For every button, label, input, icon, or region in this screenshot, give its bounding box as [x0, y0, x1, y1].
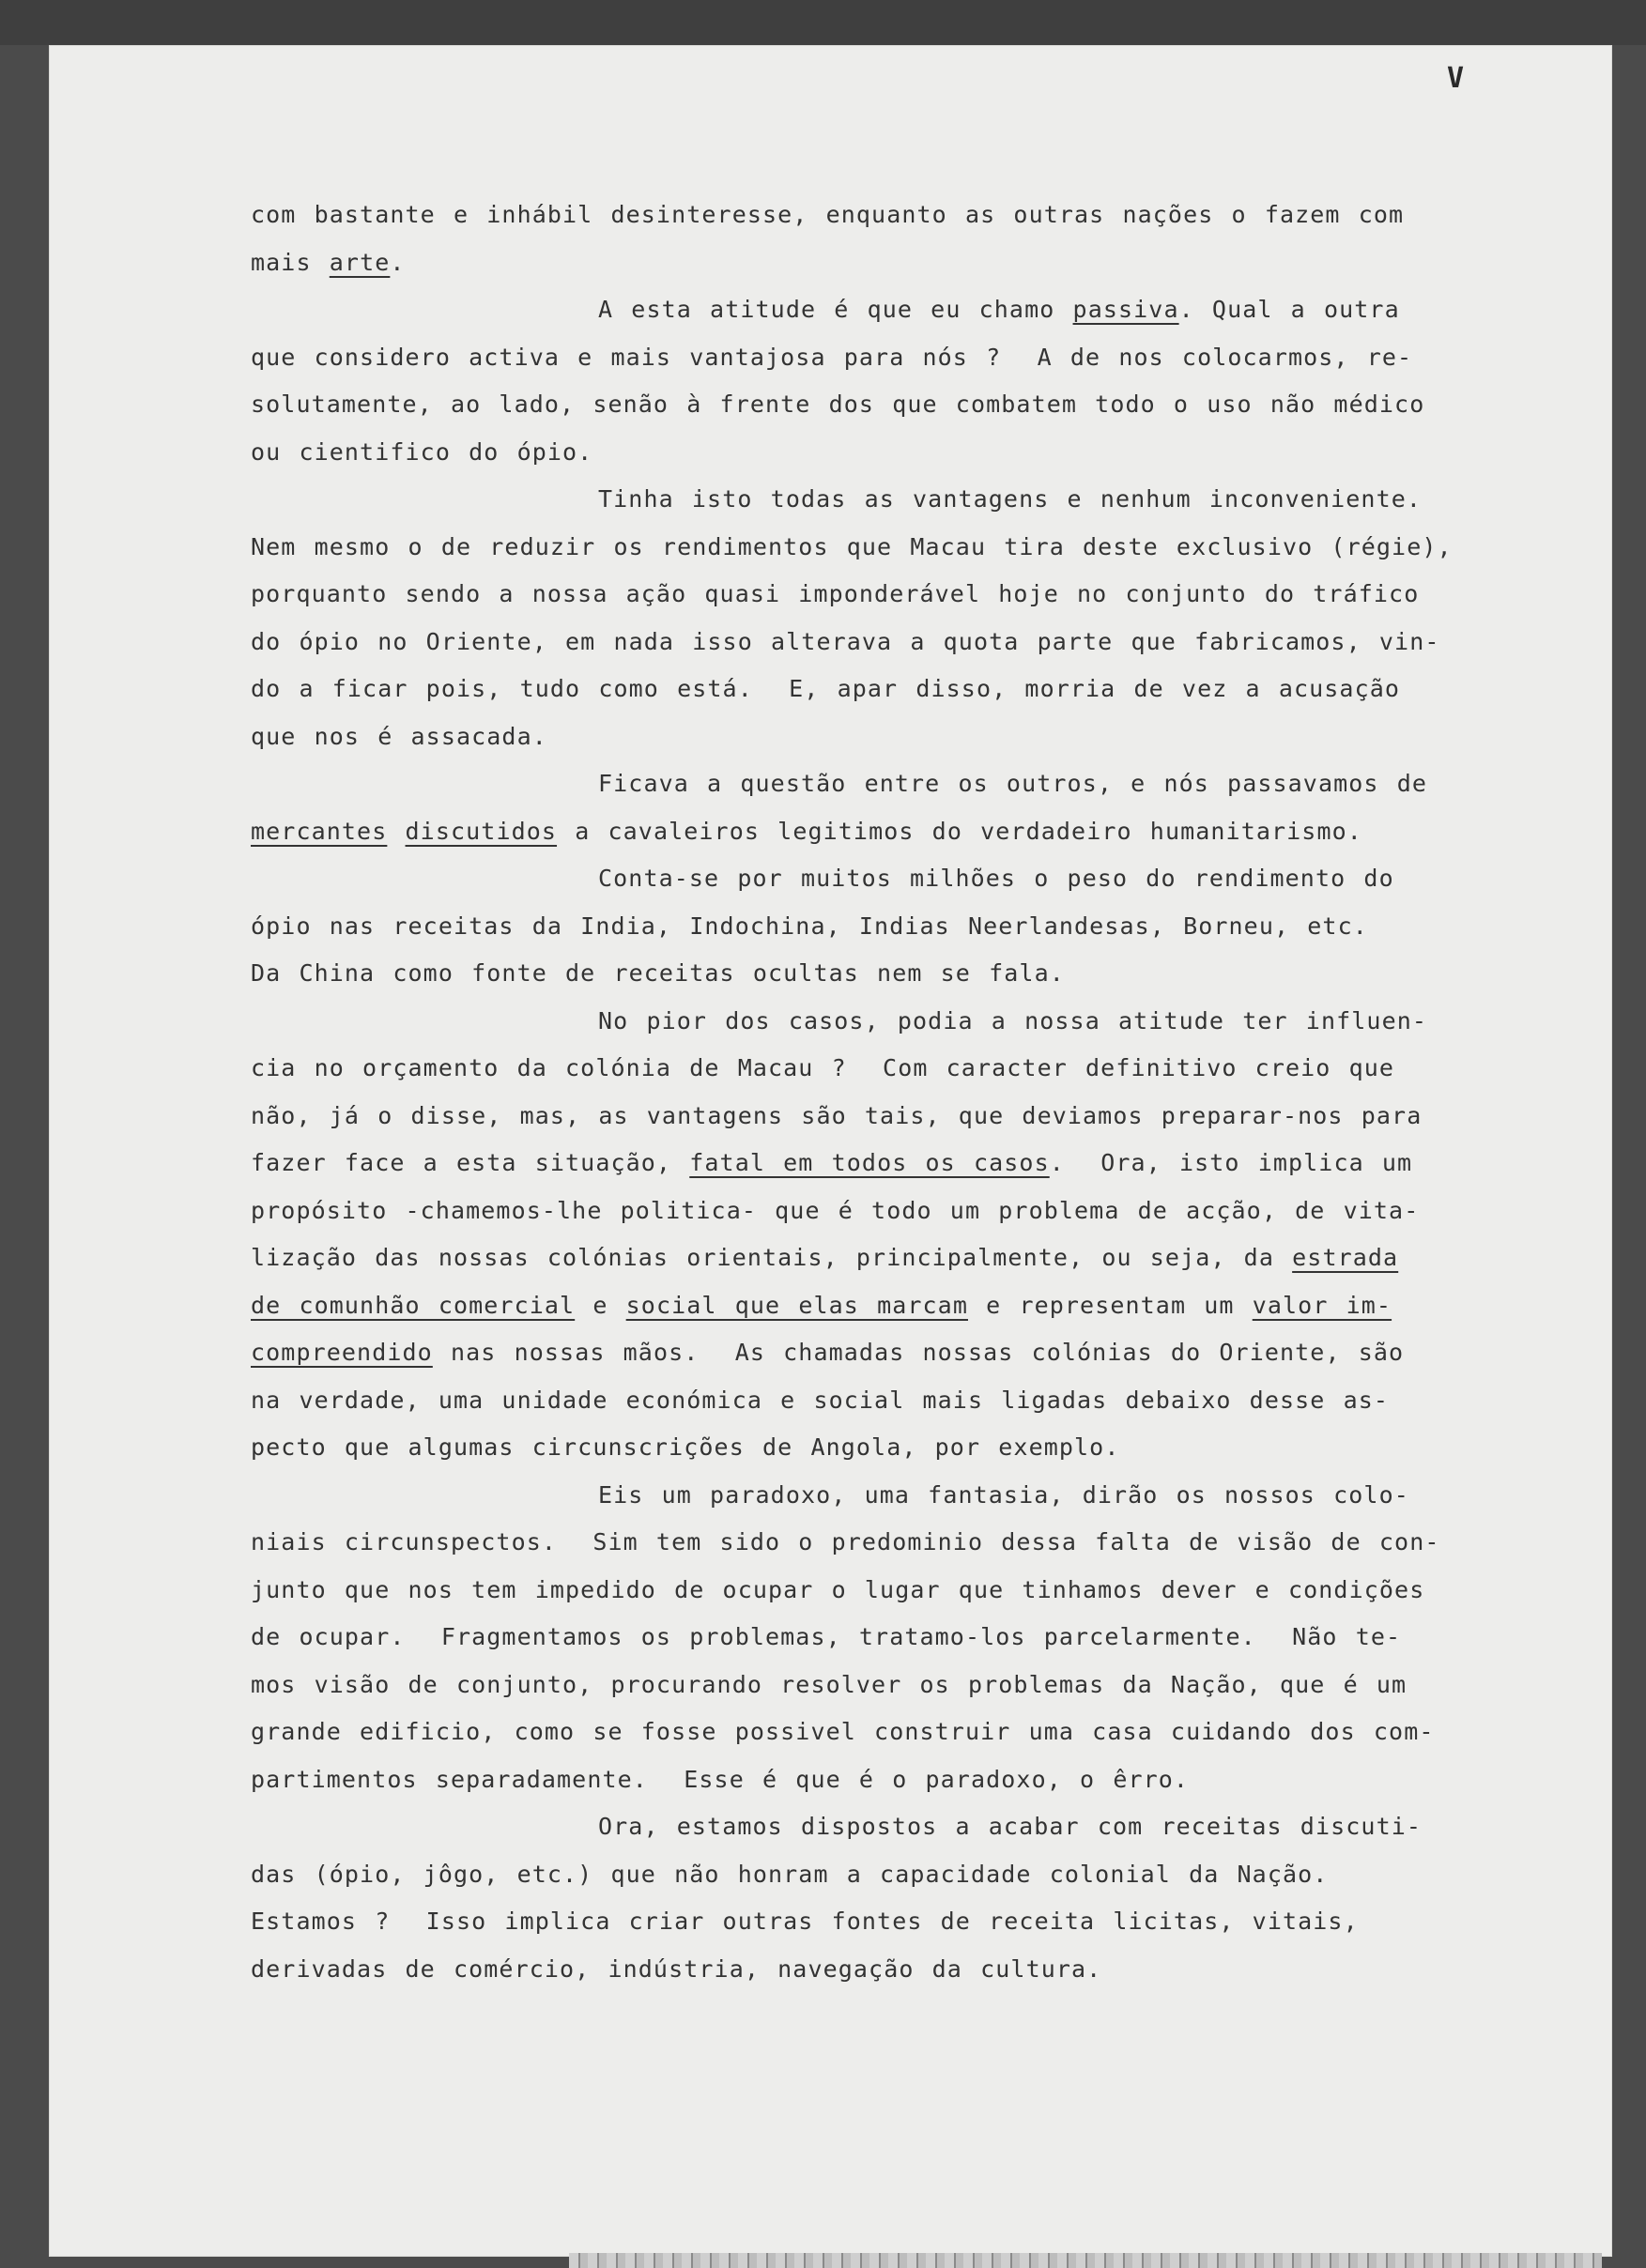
text-line: Conta-se por muitos milhões o peso do rendimento do	[598, 865, 1394, 892]
text-line: cia no orçamento da colónia de Macau ? Com caracter definitivo creio que	[251, 1054, 1395, 1081]
underlined-text: fatal em todos os casos	[689, 1149, 1050, 1176]
text-segment: mais	[251, 248, 330, 276]
text-line: que nos é assacada.	[251, 722, 547, 750]
text-line: derivadas de comércio, indústria, navegação da cultura.	[251, 1954, 1102, 1983]
underlined-text: discutidos	[405, 817, 558, 845]
underlined-text: de comunhão comercial	[251, 1291, 576, 1319]
text-line: do a ficar pois, tudo como está. E, apar disso, morria de vez a acusação	[251, 675, 1401, 702]
text-line: Ficava a questão entre os outros, e nós passavamos de	[598, 770, 1428, 797]
text-line	[251, 286, 1593, 334]
underlined-text: mercantes	[251, 817, 388, 845]
underlined-text: compreendido	[251, 1339, 433, 1366]
text-line: Estamos ? Isso implica criar outras fontes de receita licitas, vitais,	[251, 1908, 1359, 1935]
text-line: mos visão de conjunto, procurando resolver os problemas da Nação, que é um	[251, 1670, 1408, 1698]
text-line: grande edificio, como se fosse possivel construir uma casa cuidando dos com-	[251, 1718, 1435, 1745]
text-line: de ocupar. Fragmentamos os problemas, tratamo-los parcelarmente. Não te-	[251, 1623, 1402, 1650]
text-segment: nas nossas mãos. As chamadas nossas colónias do Oriente, são	[432, 1339, 1405, 1366]
text-segment: . Ora, isto implica um	[1049, 1149, 1413, 1176]
text-line: Nem mesmo o de reduzir os rendimentos que Macau tira deste exclusivo (régie),	[251, 532, 1453, 560]
text-segment: e	[575, 1291, 626, 1319]
text-segment: e representam um	[967, 1291, 1253, 1319]
text-line	[251, 1329, 1593, 1377]
text-line	[251, 239, 1593, 287]
text-line: na verdade, uma unidade económica e social mais ligadas debaixo desse as-	[251, 1386, 1390, 1414]
text-line: com bastante e inhábil desinteresse, enquanto as outras nações o fazem com	[251, 201, 1405, 228]
underlined-text: estrada	[1292, 1244, 1399, 1271]
text-line: propósito -chamemos-lhe politica- que é todo um problema de acção, de vita-	[251, 1196, 1420, 1224]
underlined-text: social que elas marcam	[625, 1291, 968, 1319]
text-line: do ópio no Oriente, em nada isso alterava a quota parte que fabricamos, vin-	[251, 627, 1440, 655]
text-segment: fazer face a esta situação,	[251, 1149, 690, 1176]
text-segment: a cavaleiros legitimos do verdadeiro humanitarismo.	[557, 817, 1362, 845]
text-segment: . Qual a outra	[1178, 296, 1400, 323]
text-line: Da China como fonte de receitas ocultas nem se fala.	[251, 959, 1065, 987]
text-segment	[387, 818, 405, 845]
text-line: solutamente, ao lado, senão à frente dos que combatem todo o uso não médico	[251, 391, 1425, 418]
underlined-text: valor im-	[1252, 1291, 1392, 1319]
text-line	[251, 1234, 1593, 1282]
text-line: que considero activa e mais vantajosa para nós ? A de nos colocarmos, re-	[251, 343, 1413, 371]
text-line: junto que nos tem impedido de ocupar o lugar que tinhamos dever e condições	[251, 1575, 1425, 1603]
underlined-text: passiva	[1072, 296, 1179, 323]
text-line: No pior dos casos, podia a nossa atitude ter influen-	[598, 1006, 1428, 1034]
scan-background-top	[0, 0, 1646, 45]
text-line: niais circunspectos. Sim tem sido o predominio dessa falta de visão de con-	[251, 1528, 1440, 1555]
scan-edge-strip	[569, 2253, 1602, 2268]
text-line	[251, 808, 1593, 856]
text-line	[251, 1282, 1593, 1330]
text-line: das (ópio, jôgo, etc.) que não honram a capacidade colonial da Nação.	[251, 1860, 1329, 1888]
text-line: Ora, estamos dispostos a acabar com receitas discuti-	[598, 1813, 1423, 1840]
underlined-text: arte	[329, 248, 391, 276]
text-line: partimentos separadamente. Esse é que é o paradoxo, o êrro.	[251, 1765, 1190, 1793]
text-line: ópio nas receitas da India, Indochina, Indias Neerlandesas, Borneu, etc.	[251, 912, 1368, 940]
document-body	[251, 192, 1593, 1993]
text-line: ou cientifico do ópio.	[251, 437, 593, 466]
text-line: porquanto sendo a nossa ação quasi imponderável hoje no conjunto do tráfico	[251, 580, 1420, 607]
text-segment: A esta atitude é que eu chamo	[598, 296, 1073, 323]
text-line: Tinha isto todas as vantagens e nenhum inconveniente.	[598, 485, 1423, 513]
text-line: não, já o disse, mas, as vantagens são tais, que deviamos preparar-nos para	[251, 1101, 1423, 1129]
text-segment: lização das nossas colónias orientais, principalmente, ou seja, da	[251, 1244, 1293, 1271]
text-line: pecto que algumas circunscrições de Angola, por exemplo.	[251, 1433, 1120, 1461]
text-line: Eis um paradoxo, uma fantasia, dirão os nossos colo-	[598, 1480, 1409, 1509]
text-line	[251, 1140, 1593, 1188]
page-number: V	[1447, 62, 1465, 95]
text-segment: .	[390, 248, 406, 276]
